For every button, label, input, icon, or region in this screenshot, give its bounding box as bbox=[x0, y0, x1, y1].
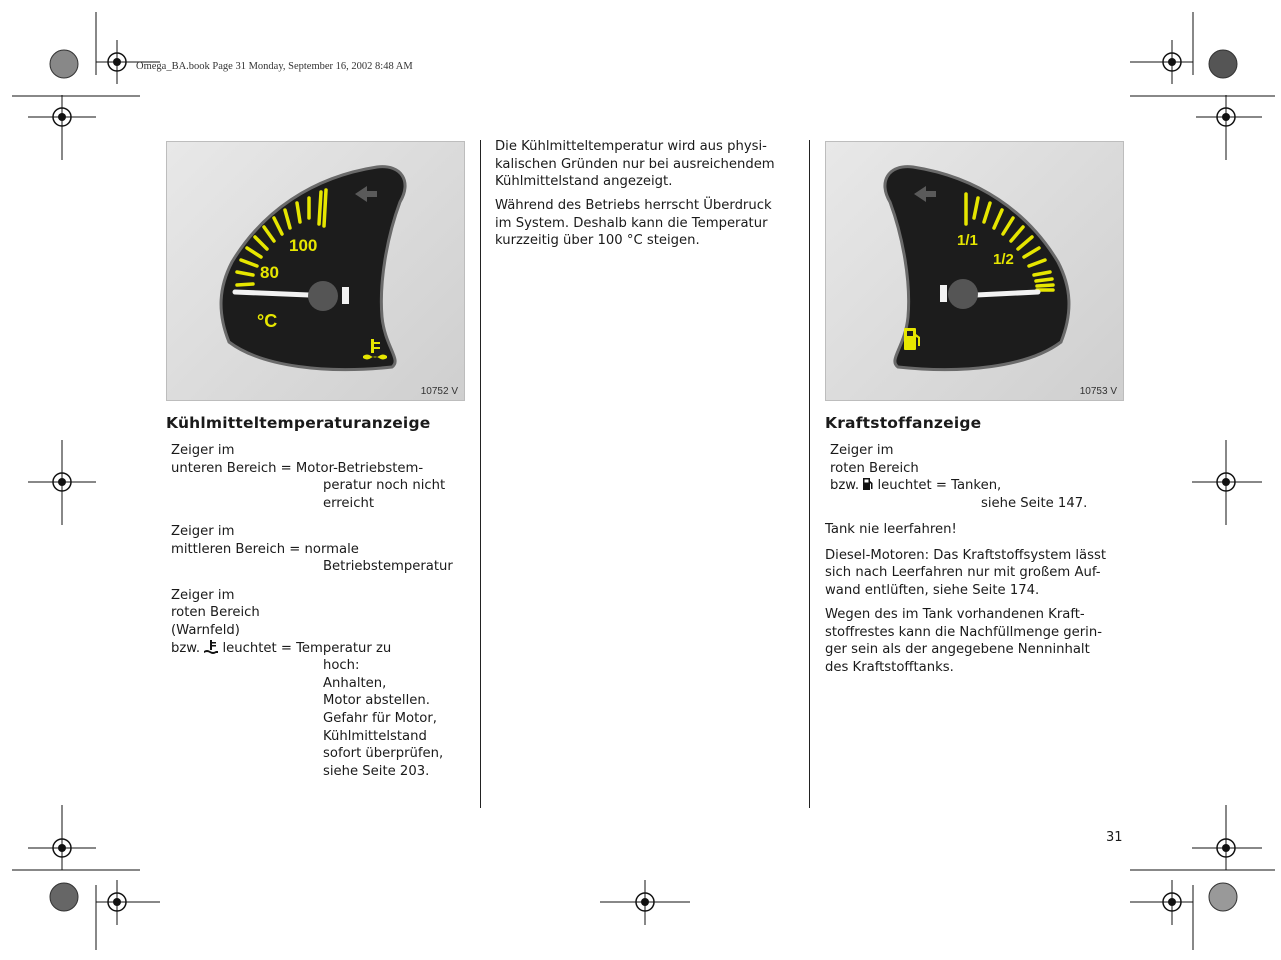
print-slug: Omega_BA.book Page 31 Monday, September 16, 2002 8:48 AM bbox=[136, 61, 413, 72]
coolant-heading: Kühlmitteltemperaturanzeige bbox=[166, 414, 431, 432]
gauge-needle bbox=[235, 292, 309, 295]
scale-label-full: 1/1 bbox=[957, 232, 978, 249]
needle-hub bbox=[308, 281, 338, 311]
fuel-gauge-figure bbox=[825, 141, 1124, 401]
coolant-gauge-figure bbox=[166, 141, 465, 401]
fuel-gauge-illustration bbox=[826, 142, 1123, 400]
figure-id: 10753 V bbox=[1079, 386, 1117, 397]
fuel-paragraph-1: Tank nie leerfahren! bbox=[825, 522, 957, 537]
scale-label-80: 80 bbox=[260, 263, 279, 282]
scale-label-half: 1/2 bbox=[993, 251, 1014, 268]
scale-label-100: 100 bbox=[289, 236, 318, 255]
unit-label: °C bbox=[257, 311, 278, 331]
column-rule-left bbox=[480, 140, 481, 808]
fuel-pump-icon bbox=[863, 477, 873, 490]
figure-id: 10752 V bbox=[420, 386, 458, 397]
needle-hub bbox=[948, 279, 978, 309]
coolant-temperature-warning-icon bbox=[204, 640, 218, 654]
fuel-heading: Kraftstoffanzeige bbox=[825, 414, 982, 432]
column-rule-right bbox=[809, 140, 810, 808]
page-number: 31 bbox=[1106, 830, 1123, 845]
gauge-needle bbox=[976, 292, 1038, 295]
coolant-gauge-illustration bbox=[167, 142, 464, 400]
